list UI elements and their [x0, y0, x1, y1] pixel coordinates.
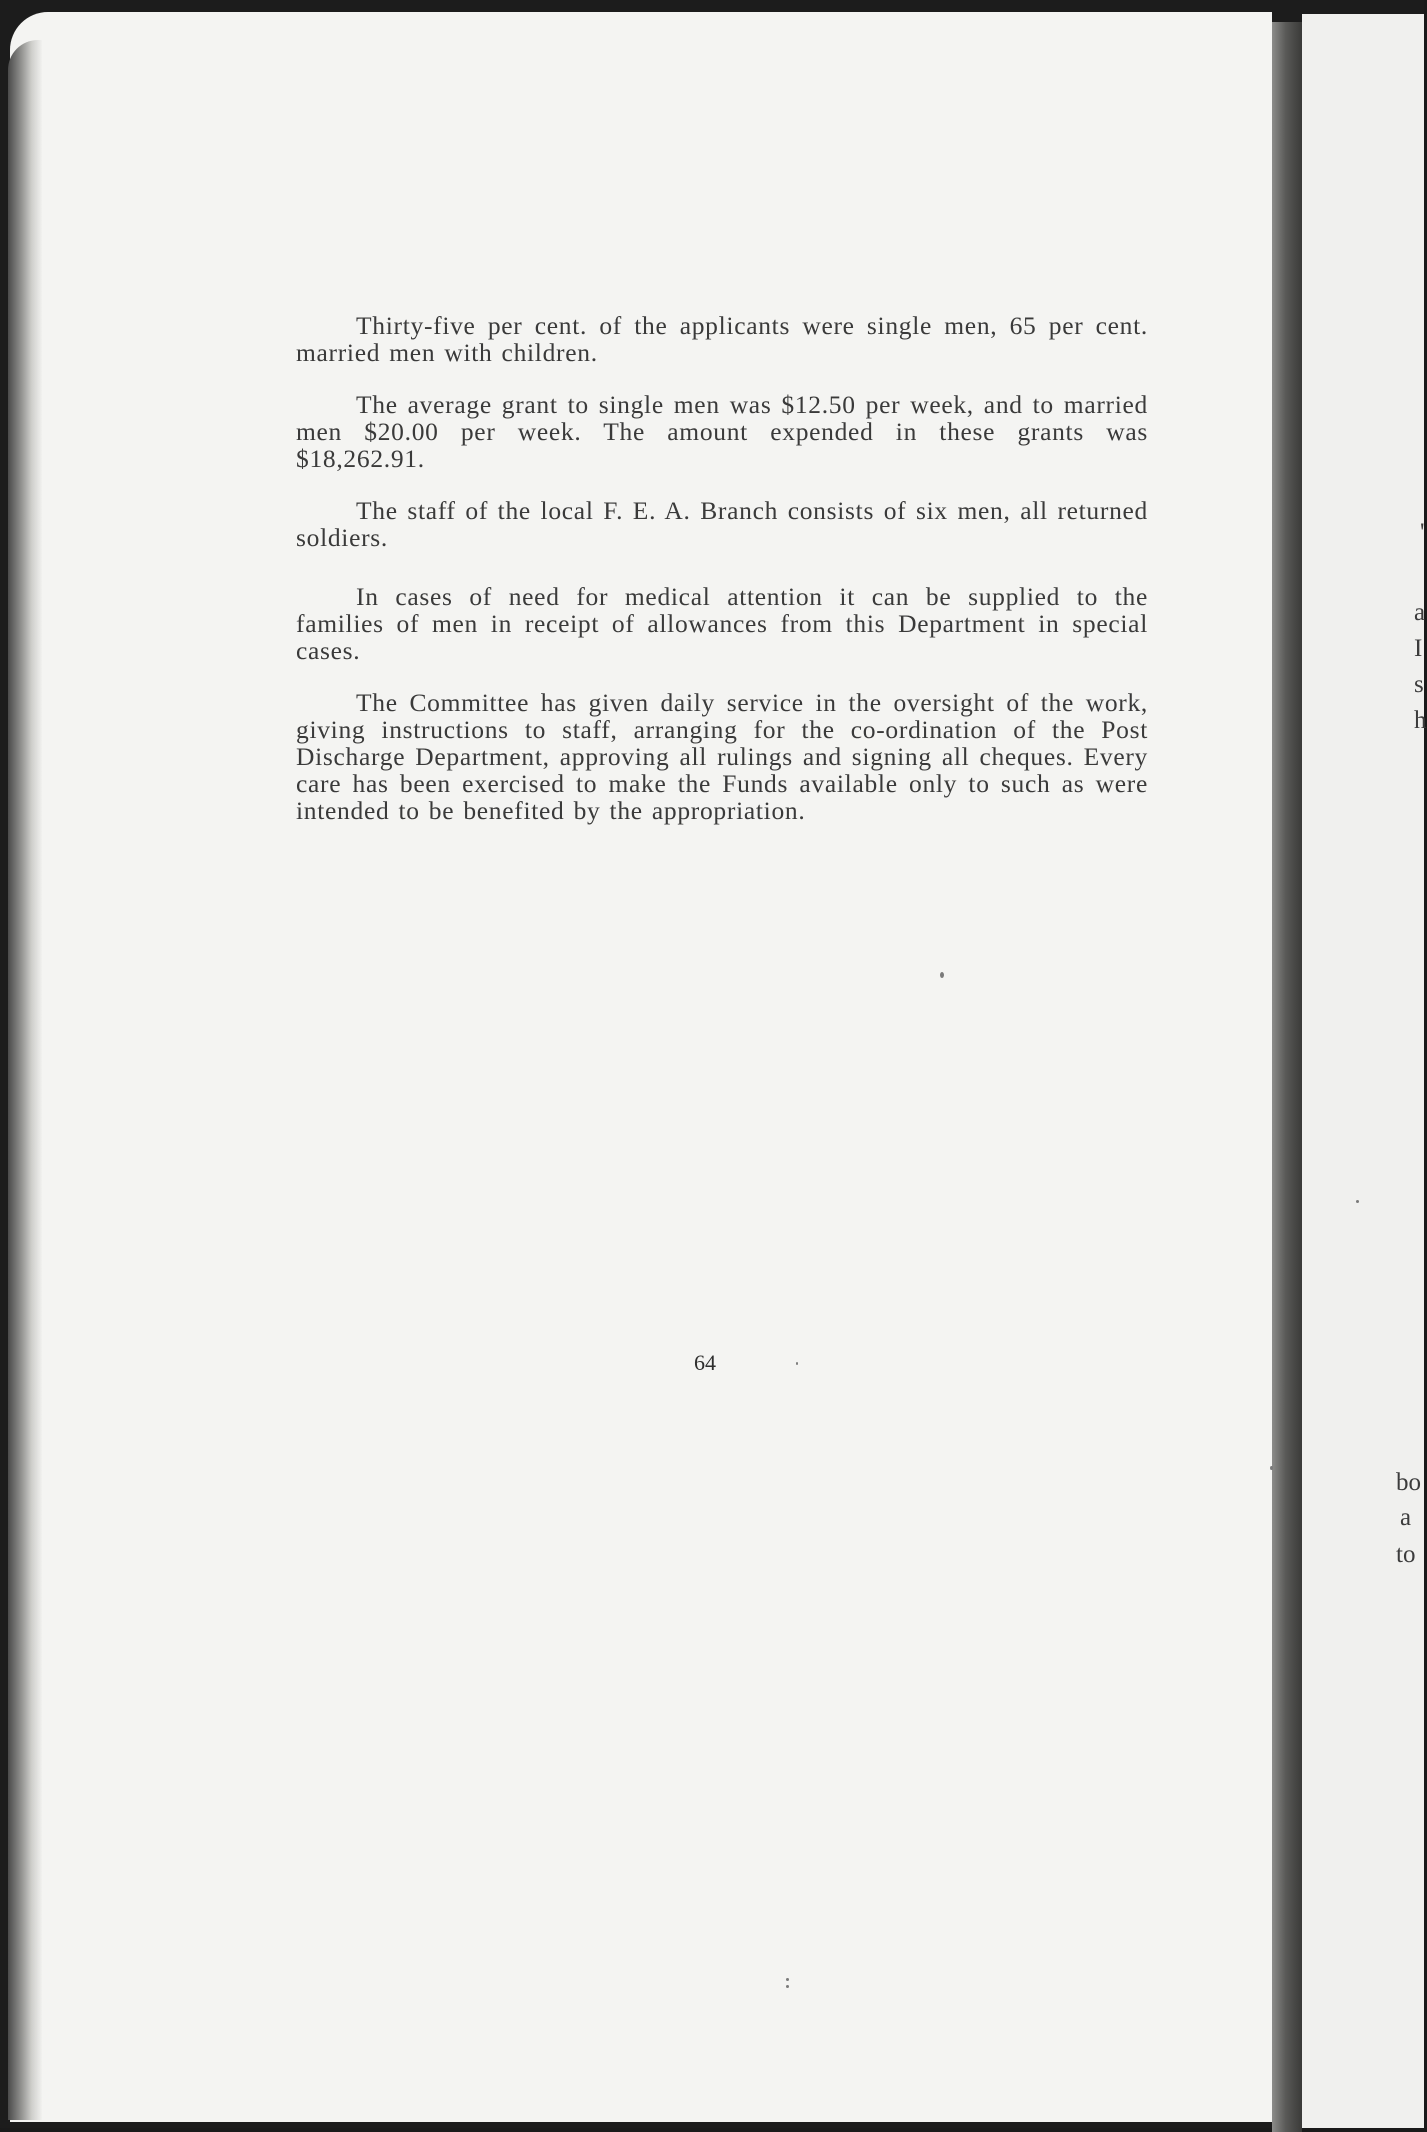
right-page-fragment: a [1414, 599, 1426, 626]
scan-speck [796, 1362, 798, 1365]
right-page-fragment: I [1414, 635, 1423, 662]
paragraph-staff: The staff of the local F. E. A. Branch consists of six men, all returned soldiers. [296, 496, 1148, 552]
scan-speck [1356, 1200, 1359, 1203]
right-page-fragment: s [1414, 671, 1424, 698]
scan-speck [786, 1985, 789, 1988]
right-page-fragment: h [1414, 707, 1427, 734]
paragraph-committee: The Committee has given daily service in the oversight of the work, giving instructions to staff, arranging for the co-ordination of the Post Discharge Department, approving all rulings and signing all cheques. Every care has been exercised to make the Funds available only to such as were intended to be benefited by the appropriation. [296, 688, 1148, 825]
scan-speck [940, 972, 944, 978]
right-page-fragment: to [1396, 1541, 1416, 1568]
paragraph-medical-attention: In cases of need for medical attention it can be supplied to the families of men in receipt of allowances from this Department in special cases. [296, 582, 1148, 665]
scan-speck [786, 1978, 789, 1981]
book-gutter [1272, 22, 1302, 2132]
right-page-fragment: a [1400, 1504, 1412, 1531]
page-edge-shadow [8, 40, 42, 2120]
paragraph-average-grant: The average grant to single men was $12.50 per week, and to married men $20.00 per week. The amount expended in these grants was $18,262.91. [296, 390, 1148, 473]
scan-speck [1270, 1466, 1273, 1470]
right-page-sliver [1302, 14, 1424, 2128]
right-page-fragment: ' [1420, 519, 1425, 546]
paragraph-applicants: Thirty-five per cent. of the applicants were single men, 65 per cent. married men with children. [296, 311, 1148, 367]
right-page-fragment: bo [1396, 1469, 1421, 1496]
page-number: 64 [694, 1350, 716, 1375]
body-text [296, 312, 1148, 849]
